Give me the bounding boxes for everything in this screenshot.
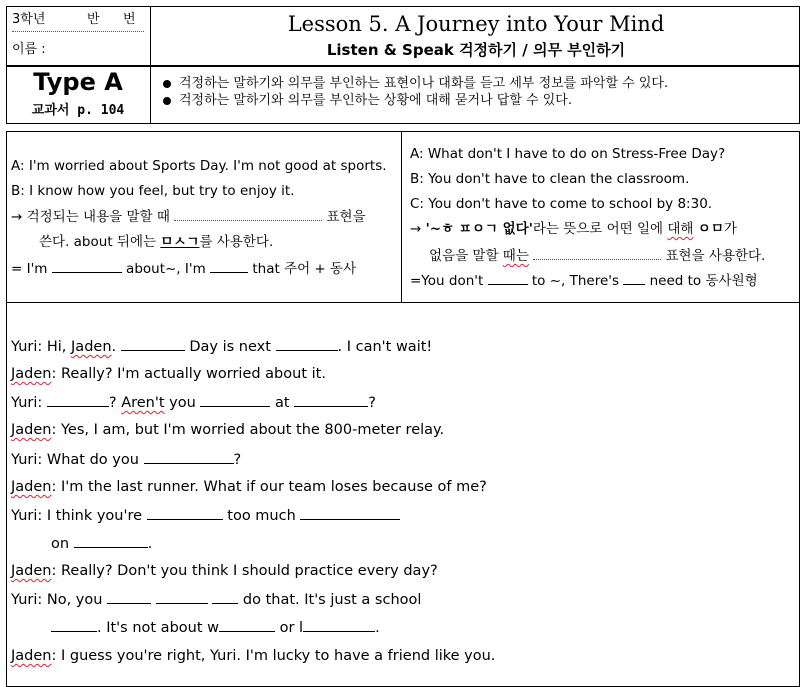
left-line-3: → 걱정되는 내용을 말할 때 표현을 — [11, 206, 366, 227]
grade-field-line — [12, 31, 144, 32]
bullet-icon — [163, 97, 171, 105]
type-label: Type A — [33, 68, 123, 96]
dialogue-line-8: on . — [51, 533, 152, 554]
lesson-subtitle: Listen & Speak 걱정하기 / 의무 부인하기 — [326, 41, 626, 59]
left-line-4: 쓴다. about 뒤에는 ㅁㅅㄱ를 사용한다. — [39, 234, 274, 250]
left-line-5: = I'm about~, I'm that 주어 + 동사 — [11, 258, 356, 279]
bullet-icon — [163, 80, 171, 88]
dialogue-line-5: Yuri: What do you ? — [11, 449, 241, 470]
right-line-1: A: What don't I have to do on Stress-Free Day? — [410, 146, 726, 162]
answer-blank[interactable] — [210, 258, 248, 273]
dialogue-line-1: Yuri: Hi, Jaden. Day is next . I can't wait! — [11, 336, 432, 357]
answer-blank[interactable] — [174, 206, 322, 221]
answer-blank[interactable] — [303, 617, 375, 632]
answer-blank[interactable] — [147, 505, 223, 520]
answer-blank[interactable] — [300, 505, 400, 520]
number-label: 번 — [123, 12, 136, 27]
lesson-title: Lesson 5. A Journey into Your Mind — [287, 12, 665, 36]
right-line-4: → '~ㅎ ㅍㅇㄱ 없다'라는 뜻으로 어떤 일에 대해 ㅇㅁ가 — [410, 221, 737, 237]
grade-label: 3학년 — [12, 12, 46, 27]
answer-blank[interactable] — [200, 392, 270, 407]
answer-blank[interactable] — [51, 617, 97, 632]
textbook-page: 교과서 p. 104 — [31, 103, 125, 118]
answer-blank[interactable] — [212, 589, 238, 604]
answer-blank[interactable] — [144, 449, 234, 464]
header-h-divider — [6, 65, 800, 67]
right-line-2: B: You don't have to clean the classroom. — [410, 171, 690, 187]
answer-blank[interactable] — [294, 392, 368, 407]
answer-blank[interactable] — [74, 533, 148, 548]
left-line-2: B: I know how you feel, but try to enjoy it. — [11, 183, 295, 199]
dialogue-line-4: Jaden: Yes, I am, but I'm worried about the 800-meter relay. — [11, 422, 445, 438]
answer-blank[interactable] — [107, 589, 151, 604]
right-line-6: =You don't to ~, There's need to 동사원형 — [410, 270, 758, 291]
right-line-5: 없음을 말할 때는 표현을 사용한다. — [429, 245, 765, 266]
answer-blank[interactable] — [488, 270, 528, 285]
objective-item: 걱정하는 말하기와 의무를 부인하는 상황에 대해 묻거나 답할 수 있다. — [163, 92, 572, 110]
answer-blank[interactable] — [623, 270, 645, 285]
class-label: 반 — [87, 12, 100, 27]
answer-blank[interactable] — [533, 245, 661, 260]
expression-v-divider — [401, 131, 402, 303]
dialogue-line-10: Yuri: No, you do that. It's just a school — [11, 589, 421, 610]
dialogue-line-3: Yuri: ? Aren't you at ? — [11, 392, 376, 413]
right-line-3: C: You don't have to come to school by 8:30. — [410, 196, 713, 212]
dialogue-line-2: Jaden: Really? I'm actually worried about it. — [11, 366, 326, 382]
name-label: 이름 : — [12, 42, 46, 57]
objective-item: 걱정하는 말하기와 의무를 부인하는 표현이나 대화를 듣고 세부 정보를 파악할 수 있다. — [163, 75, 668, 93]
dialogue-line-6: Jaden: I'm the last runner. What if our team loses because of me? — [11, 479, 487, 495]
answer-blank[interactable] — [156, 589, 208, 604]
answer-blank[interactable] — [121, 336, 185, 351]
answer-blank[interactable] — [52, 258, 122, 273]
left-line-1: A: I'm worried about Sports Day. I'm not good at sports. — [11, 158, 387, 174]
dialogue-line-9: Jaden: Really? Don't you think I should practice every day? — [11, 563, 438, 579]
dialogue-line-11: . It's not about w or l . — [51, 617, 380, 638]
dialogue-line-7: Yuri: I think you're too much — [11, 505, 400, 526]
dialogue-line-12: Jaden: I guess you're right, Yuri. I'm lucky to have a friend like you. — [11, 648, 496, 664]
answer-blank[interactable] — [276, 336, 338, 351]
answer-blank[interactable] — [219, 617, 275, 632]
answer-blank[interactable] — [47, 392, 109, 407]
